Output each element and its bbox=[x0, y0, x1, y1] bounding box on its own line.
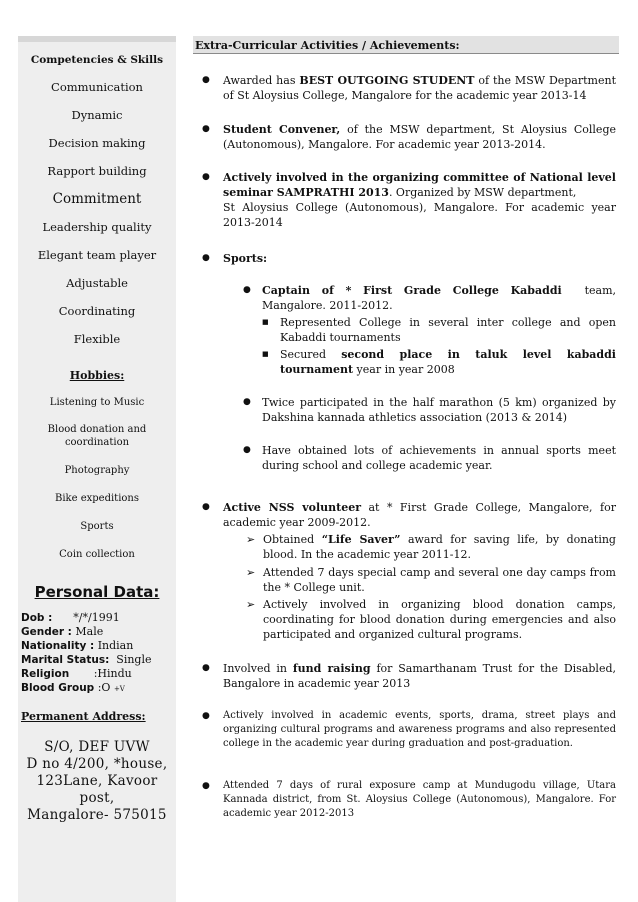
bullet-icon: ● bbox=[243, 445, 251, 455]
a2-post: of the MSW department, St Aloysius College (Autonomous), Mangalore. For academic year 2013-2014. bbox=[223, 123, 616, 151]
address bbox=[18, 739, 176, 824]
a2-bold: Student Convener, bbox=[223, 123, 341, 136]
marital-value: Single bbox=[116, 653, 152, 666]
a1-text: Awarded has bbox=[223, 74, 300, 87]
bullet-icon: ● bbox=[202, 253, 210, 263]
skill-item: Dynamic bbox=[71, 108, 123, 122]
main-section bbox=[193, 36, 619, 54]
skill-item: Adjustable bbox=[66, 276, 128, 290]
gender-value: Male bbox=[75, 625, 104, 638]
achievement-convener bbox=[223, 122, 616, 152]
bullet-icon: ● bbox=[202, 781, 210, 791]
s1-sub2-bold: second place in taluk level kabaddi tournament bbox=[280, 348, 616, 376]
sports-heading bbox=[223, 251, 323, 266]
address-heading: Permanent Address: bbox=[21, 710, 146, 723]
achievement-academic-events bbox=[223, 709, 616, 751]
skill-item: Rapport building bbox=[47, 164, 147, 178]
sport-kabaddi-second-place bbox=[280, 347, 616, 377]
achievement-nss bbox=[223, 500, 616, 530]
nss-sub3: Actively involved in organizing blood donation camps, coordinating for blood donation during emergencies and also participated and organized cultural programs. bbox=[263, 598, 616, 641]
nss-bold: Active NSS volunteer bbox=[223, 501, 361, 514]
hobby-item: Coin collection bbox=[59, 549, 135, 560]
hobby-item: Listening to Music bbox=[49, 397, 145, 408]
hobby-item: Blood donation and coordination bbox=[47, 424, 147, 448]
nss-sub1-pre: Obtained bbox=[263, 533, 322, 546]
nss-sub1-post: award for saving life, by donating blood. In the academic year 2011-12. bbox=[263, 533, 616, 561]
square-bullet-icon: ■ bbox=[262, 318, 269, 326]
hobby-item: Bike expeditions bbox=[55, 493, 139, 504]
address-line: D no 4/200, *house, bbox=[26, 756, 168, 772]
bullet-icon: ● bbox=[202, 502, 210, 512]
skill-item: Elegant team player bbox=[37, 248, 157, 262]
achievement-fund-raising bbox=[223, 661, 616, 691]
blood-label: Blood Group bbox=[21, 682, 95, 694]
bullet-icon: ● bbox=[243, 397, 251, 407]
skill-item: Coordinating bbox=[58, 304, 136, 318]
religion-value: :Hindu bbox=[93, 667, 132, 680]
arrow-bullet-icon: ➢ bbox=[246, 533, 256, 546]
sport-annual-meet bbox=[262, 443, 616, 473]
s1-sub2-post: year in year 2008 bbox=[353, 363, 455, 376]
nss-life-saver bbox=[263, 532, 616, 562]
hobby-item: Sports bbox=[80, 521, 114, 532]
a3-post-line2: St Aloysius College (Autonomous), Mangalore. For academic year 2013-2014 bbox=[223, 201, 616, 229]
blood-value: :O bbox=[97, 681, 111, 694]
fund-pre: Involved in bbox=[223, 662, 293, 675]
address-line: S/O, DEF UVW bbox=[44, 739, 150, 755]
personal-data-heading: Personal Data: bbox=[34, 583, 160, 601]
bullet-icon: ● bbox=[202, 711, 210, 721]
gender-label: Gender : bbox=[21, 626, 72, 638]
nss-sub1-bold: “Life Saver” bbox=[321, 533, 401, 546]
sports-heading-text: Sports: bbox=[223, 252, 268, 265]
marital-row bbox=[18, 653, 176, 667]
personal-data bbox=[18, 611, 176, 696]
marital-label: Marital Status: bbox=[21, 654, 110, 666]
dob-label: Dob : bbox=[21, 612, 53, 624]
bullet-icon: ● bbox=[202, 75, 210, 85]
hobbies-heading: Hobbies: bbox=[69, 369, 125, 382]
sidebar bbox=[18, 36, 176, 902]
address-line: Mangalore- 575015 bbox=[27, 807, 167, 823]
arrow-bullet-icon: ➢ bbox=[246, 598, 256, 611]
achievement-samprathi bbox=[223, 170, 616, 230]
religion-label: Religion bbox=[21, 668, 70, 680]
a1-bold: BEST OUTGOING STUDENT bbox=[299, 74, 475, 87]
s1-sub1: Represented College in several inter college and open Kabaddi tournaments bbox=[280, 316, 616, 344]
dob-row bbox=[18, 611, 176, 625]
sidebar-top-bar bbox=[18, 36, 176, 42]
hobby-item: Photography bbox=[64, 465, 130, 476]
bullet-icon: ● bbox=[202, 172, 210, 182]
nss-special-camp bbox=[263, 565, 616, 595]
nationality-row bbox=[18, 639, 176, 653]
skill-item: Communication bbox=[51, 80, 143, 94]
nationality-label: Nationality : bbox=[21, 640, 95, 652]
nss-sub2: Attended 7 days special camp and several one day camps from the * College unit. bbox=[263, 566, 616, 594]
sport-kabaddi-represented bbox=[280, 315, 616, 345]
bullet-icon: ● bbox=[202, 663, 210, 673]
s1-sub2-pre: Secured bbox=[280, 348, 342, 361]
rural-text: Attended 7 days of rural exposure camp at Mundugodu village, Utara Kannada district, from St. Aloysius College (Autonomous), Mangalore. For academic year 2012-2013 bbox=[223, 780, 616, 819]
s2-text: Twice participated in the half marathon (5 km) organized by Dakshina kannada athletics association (2013 & 2014) bbox=[262, 396, 616, 424]
skill-item: Decision making bbox=[48, 136, 146, 150]
achievement-rural-camp bbox=[223, 779, 616, 821]
fund-bold: fund raising bbox=[292, 662, 371, 675]
nss-blood-camps bbox=[263, 597, 616, 642]
s1-bold: Captain of * First Grade College Kabaddi bbox=[262, 284, 562, 297]
bullet-icon: ● bbox=[243, 285, 251, 295]
address-line: 123Lane, Kavoor post, bbox=[36, 773, 158, 806]
dob-value: */*/1991 bbox=[73, 611, 120, 624]
blood-sign: +V bbox=[113, 685, 125, 693]
nss-post: at * First Grade College, Mangalore, for academic year 2009-2012. bbox=[223, 501, 616, 529]
religion-row bbox=[18, 667, 176, 681]
s3-text: Have obtained lots of achievements in annual sports meet during school and college academic year. bbox=[262, 444, 616, 472]
section-title: Extra-Curricular Activities / Achievements: bbox=[193, 36, 619, 54]
s1-post: Mangalore. 2011-2012. bbox=[262, 299, 393, 312]
nationality-value: Indian bbox=[97, 639, 134, 652]
sport-kabaddi-captain bbox=[262, 283, 616, 313]
bullet-icon: ● bbox=[202, 124, 210, 134]
skill-item: Commitment bbox=[52, 191, 142, 207]
achievement-best-outgoing bbox=[223, 73, 616, 103]
fund-post: for Samarthanam Trust for the Disabled, Bangalore in academic year 2013 bbox=[223, 662, 616, 690]
a1-post: of the MSW Department of St Aloysius College, Mangalore for the academic year 2013-14 bbox=[223, 74, 616, 102]
square-bullet-icon: ■ bbox=[262, 350, 269, 358]
skill-item: Leadership quality bbox=[42, 220, 152, 234]
gender-row bbox=[18, 625, 176, 639]
skill-item: Flexible bbox=[73, 332, 121, 346]
sport-marathon bbox=[262, 395, 616, 425]
blood-row bbox=[18, 681, 176, 696]
s1-team: team, bbox=[584, 284, 617, 297]
competencies-heading: Competencies & Skills bbox=[30, 54, 164, 66]
a3-bold: Actively involved in the organizing committee of National level seminar SAMPRATHI 2013 bbox=[223, 171, 616, 199]
arrow-bullet-icon: ➢ bbox=[246, 566, 256, 579]
a3-post: . Organized by MSW department, bbox=[388, 186, 577, 199]
events-text: Actively involved in academic events, sports, drama, street plays and organizing cultural programs and awareness programs and also represented college in the academic year during graduation and post-graduation. bbox=[223, 710, 616, 749]
